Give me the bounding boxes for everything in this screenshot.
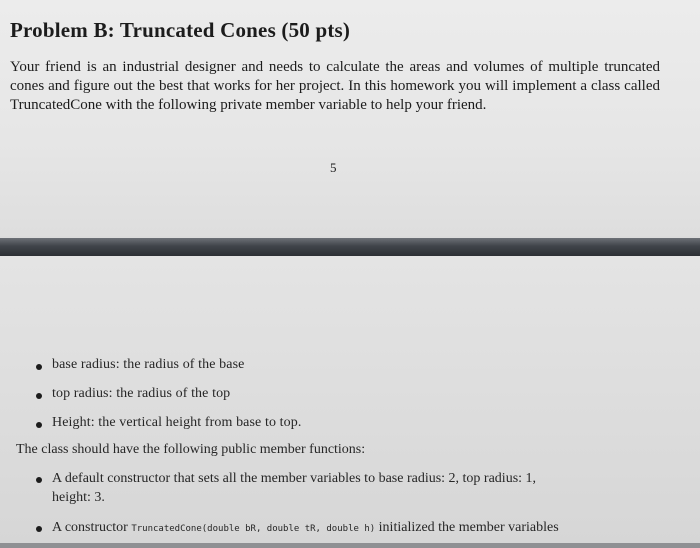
problem-title: Problem B: Truncated Cones (50 pts) <box>10 18 351 42</box>
member-height: Height: the vertical height from base to top. <box>52 415 302 430</box>
page-number: 5 <box>330 160 337 175</box>
bullet-dot <box>36 477 42 483</box>
member-base-radius: base radius: the radius of the base <box>52 357 245 372</box>
ctor-suffix: initialized the member variables <box>378 520 559 535</box>
bullet-dot <box>36 364 42 370</box>
ctor-prefix: A constructor <box>52 520 128 535</box>
bottom-edge <box>0 543 700 548</box>
public-functions-intro: The class should have the following public member functions: <box>16 442 366 457</box>
bullet-dot <box>36 526 42 532</box>
default-constructor-line1: A default constructor that sets all the member variables to base radius: 2, top radius: 1, <box>52 471 537 486</box>
intro-paragraph: Your friend is an industrial designer and needs to calculate the areas and volumes of multiple truncated cones and figure out the best that works for her project. In this homework you will implement a class called TruncatedCone with the following private member variable to help your friend. <box>10 59 660 113</box>
page-top <box>0 0 700 236</box>
default-constructor-line2: height: 3. <box>52 490 105 505</box>
bullet-dot <box>36 393 42 399</box>
bullet-dot <box>36 422 42 428</box>
page-bottom <box>0 256 700 548</box>
param-constructor-item <box>52 518 559 539</box>
member-top-radius: top radius: the radius of the top <box>52 386 231 401</box>
default-constructor-item <box>52 469 672 507</box>
page-divider <box>0 238 700 256</box>
ctor-signature: TruncatedCone(double bR, double tR, double h) <box>131 524 376 534</box>
